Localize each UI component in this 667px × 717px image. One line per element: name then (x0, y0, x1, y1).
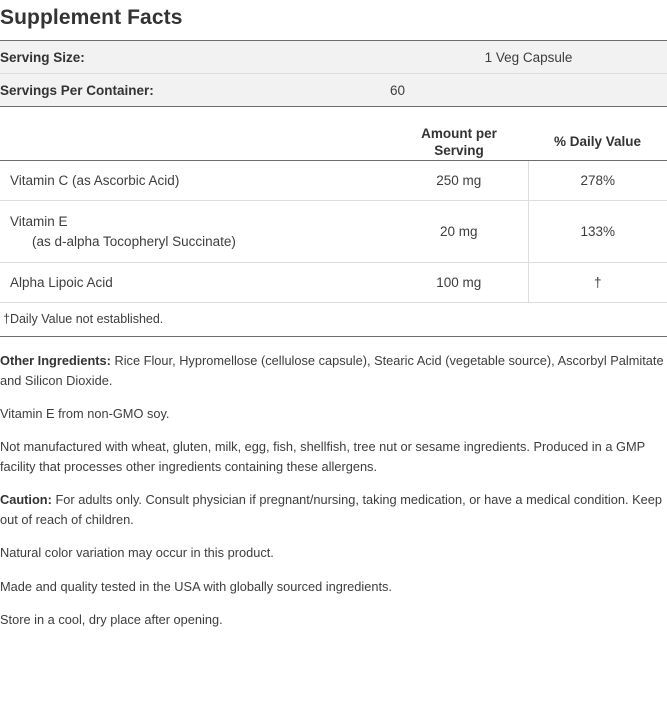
made-in-usa-note: Made and quality tested in the USA with globally sourced ingredients. (0, 578, 392, 594)
nutrient-daily-value: 278% (528, 161, 667, 201)
color-variation-note: Natural color variation may occur in this product. (0, 545, 274, 561)
table-spacer (0, 107, 667, 125)
notes-section (0, 337, 667, 629)
header-daily-value: % Daily Value (553, 134, 642, 150)
caution-text: For adults only. Consult physician if pregnant/nursing, taking medication, or have a medical condition. Keep out of reach of children. (0, 492, 662, 527)
daily-value-footnote: †Daily Value not established. (0, 303, 667, 337)
nutrient-amount: 250 mg (390, 161, 528, 201)
other-ingredients-note (0, 351, 667, 390)
servings-per-container-value: 60 (390, 74, 667, 107)
storage-note: Store in a cool, dry place after opening. (0, 612, 223, 628)
servings-per-container-label: Servings Per Container: (0, 74, 390, 107)
nutrient-name: Alpha Lipoic Acid (0, 263, 390, 303)
table-row (0, 161, 667, 201)
nutrient-name: Vitamin C (as Ascorbic Acid) (0, 161, 390, 201)
header-amount-line1: Amount per (421, 125, 497, 141)
other-ingredients-text: Rice Flour, Hypromellose (cellulose capsule), Stearic Acid (vegetable source), Ascorbyl Palmitate and Silicon Dioxide. (0, 353, 664, 388)
page-title: Supplement Facts (0, 6, 183, 29)
nutrient-daily-value: 133% (528, 201, 667, 263)
header-blank (0, 125, 390, 161)
header-amount-line2: Serving (434, 143, 484, 159)
allergen-note: Not manufactured with wheat, gluten, milk, egg, fish, shellfish, tree nut or sesame ingredients. Produced in a GMP facility that processes other ingredients containing these allergens. (0, 439, 645, 474)
nutrient-name-line1: Vitamin E (10, 214, 68, 230)
nutrient-name (0, 201, 390, 263)
caution-label: Caution: (0, 492, 52, 508)
serving-size-row (0, 41, 667, 74)
serving-size-label: Serving Size: (0, 41, 390, 74)
table-header-row (0, 125, 667, 161)
supplement-facts-table (0, 40, 667, 303)
non-gmo-note: Vitamin E from non-GMO soy. (0, 406, 170, 421)
table-row (0, 263, 667, 303)
nutrient-name-line2: (as d-alpha Tocopheryl Succinate) (32, 233, 236, 249)
table-row (0, 201, 667, 263)
nutrient-daily-value: † (528, 263, 667, 303)
header-amount-per-serving (390, 125, 528, 161)
nutrient-amount: 100 mg (390, 263, 528, 303)
other-ingredients-label: Other Ingredients: (0, 353, 111, 369)
caution-note (0, 490, 667, 529)
nutrient-amount: 20 mg (390, 201, 528, 263)
serving-size-value: 1 Veg Capsule (390, 41, 667, 74)
servings-per-container-row (0, 74, 667, 107)
